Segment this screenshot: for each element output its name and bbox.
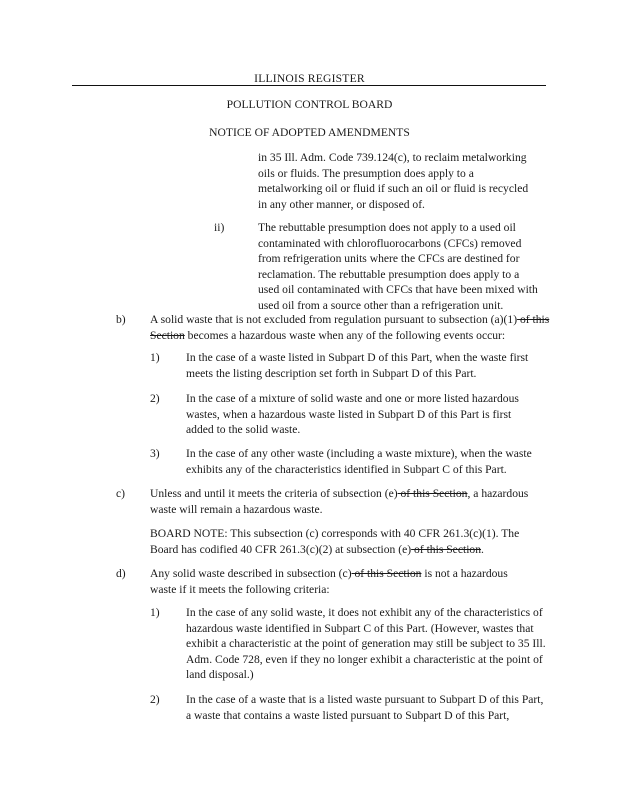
board-name: POLLUTION CONTROL BOARD	[226, 98, 393, 111]
section-c-label: c)	[116, 487, 126, 500]
item-ii-label: ii)	[214, 221, 225, 234]
section-b-label: b)	[116, 313, 126, 326]
section-d-text: Any solid waste described in subsection (c) of this Section is not a hazardous waste if it meets the following criteria:	[150, 567, 508, 596]
section-b-item-2-label: 2)	[150, 392, 160, 405]
deleted-text: of this Section	[150, 313, 550, 342]
deleted-text: of this Section	[411, 542, 482, 556]
section-b-item-3-label: 3)	[150, 447, 160, 460]
notice-title: NOTICE OF ADOPTED AMENDMENTS	[209, 126, 410, 139]
board-note: BOARD NOTE: This subsection (c) corresponds with 40 CFR 261.3(c)(1). The Board has codified 40 CFR 261.3(c)(2) at subsection (e) of this Section.	[150, 527, 520, 556]
deleted-text: of this Section	[397, 487, 468, 500]
section-b-item-1-label: 1)	[150, 351, 160, 364]
section-d-item-2-text: In the case of a waste that is a listed waste pursuant to Subpart D of this Part, a waste that contains a waste listed pursuant to Subpart D of this Part,	[186, 693, 544, 722]
section-c-text: Unless and until it meets the criteria of subsection (e) of this Section, a hazardous waste will remain a hazardous waste.	[150, 487, 529, 516]
register-title: ILLINOIS REGISTER	[254, 72, 365, 85]
section-d-item-2-label: 2)	[150, 693, 160, 706]
section-b-item-1-text: In the case of a waste listed in Subpart D of this Part, when the waste first meets the listing description set forth in Subpart D of this Part.	[186, 351, 529, 380]
section-d-item-1-label: 1)	[150, 606, 160, 619]
section-d-label: d)	[116, 567, 126, 580]
item-ii-text: The rebuttable presumption does not apply to a used oil contaminated with chlorofluorocarbons (CFCs) removed from refrigeration units where the CFCs are destined for reclamation. The rebuttable presumption does apply to a used oil contaminated with CFCs that have been mixed with used oil from a source other than a refrigeration unit.	[258, 221, 538, 312]
section-b-item-2-text: In the case of a mixture of solid waste and one or more listed hazardous wastes, when a hazardous waste listed in Subpart D of this Part is first added to the solid waste.	[186, 392, 519, 437]
deleted-text: of this Section	[351, 567, 422, 580]
header-rule	[72, 85, 546, 86]
section-b-text: A solid waste that is not excluded from regulation pursuant to subsection (a)(1) of this Section becomes a hazardous waste when any of the following events occur:	[150, 313, 550, 342]
section-b-item-3-text: In the case of any other waste (including a waste mixture), when the waste exhibits any of the characteristics identified in Subpart C of this Part.	[186, 447, 532, 476]
continued-paragraph: in 35 Ill. Adm. Code 739.124(c), to reclaim metalworking oils or fluids. The presumption does apply to a metalworking oil or fluid if such an oil or fluid is recycled in any other manner, or disposed of.	[258, 151, 529, 211]
section-d-item-1-text: In the case of any solid waste, it does not exhibit any of the characteristics of hazardous waste identified in Subpart C of this Part. (However, wastes that exhibit a characteristic at the point of generation may still be subject to 35 Ill. Adm. Code 728, even if they no longer exhibit a characteristic at the point of land disposal.)	[186, 606, 546, 682]
